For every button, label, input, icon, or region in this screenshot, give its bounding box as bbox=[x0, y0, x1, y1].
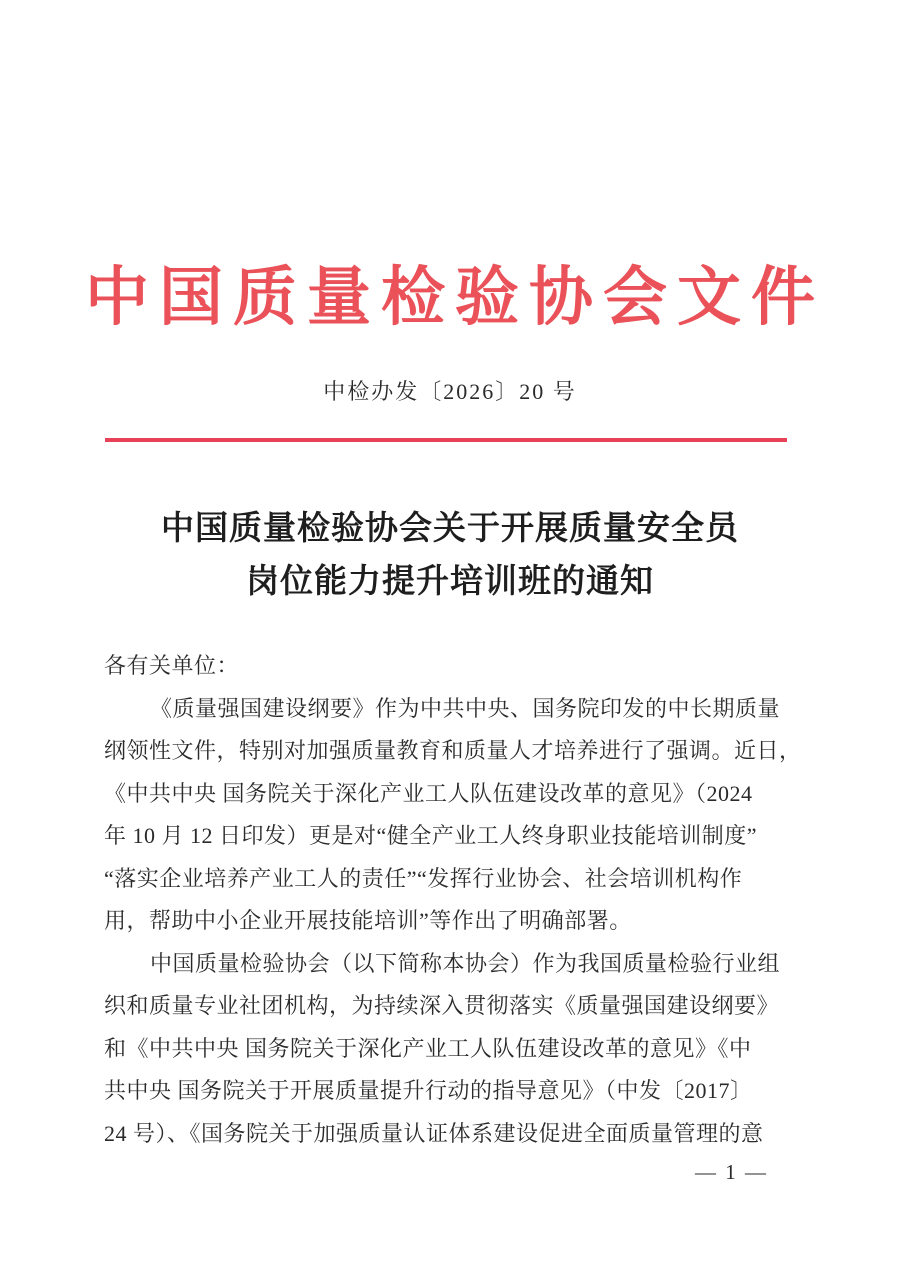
body-line: 共中央 国务院关于开展质量提升行动的指导意见》（中发〔2017〕 bbox=[104, 1078, 753, 1103]
body-line: “落实企业培养产业工人的责任”“发挥行业协会、社会培训机构作 bbox=[104, 865, 743, 891]
body-salutation: 各有关单位： bbox=[104, 653, 240, 678]
body-line: 年 10 月 12 日印发）更是对“健全产业工人终身职业技能培训制度” bbox=[104, 823, 758, 848]
document-title-line1: 中国质量检验协会关于开展质量安全员 bbox=[161, 511, 739, 547]
body-line: 中国质量检验协会（以下简称本协会）作为我国质量检验行业组 bbox=[150, 950, 781, 976]
red-divider-line bbox=[105, 438, 787, 442]
body-line: 《中共中央 国务院关于深化产业工人队伍建设改革的意见》（2024 bbox=[104, 780, 753, 806]
page-number: — 1 — bbox=[695, 1160, 768, 1184]
body-line: 和《中共中央 国务院关于深化产业工人队伍建设改革的意见》《中 bbox=[104, 1035, 752, 1061]
body-line: 24 号）、《国务院关于加强质量认证体系建设促进全面质量管理的意 bbox=[104, 1120, 764, 1146]
body-line: 织和质量专业社团机构，为持续深入贯彻落实《质量强国建设纲要》 bbox=[104, 993, 780, 1018]
document-body bbox=[104, 645, 804, 1155]
document-number: 中检办发〔2026〕20 号 bbox=[323, 379, 577, 404]
body-line: 《质量强国建设纲要》作为中共中央、国务院印发的中长期质量 bbox=[150, 695, 781, 721]
body-line: 用，帮助中小企业开展技能培训”等作出了明确部署。 bbox=[104, 908, 632, 933]
document-title bbox=[0, 503, 900, 609]
document-title-line2: 岗位能力提升培训班的通知 bbox=[246, 564, 654, 600]
body-line: 纲领性文件，特别对加强质量教育和质量人才培养进行了强调。近日， bbox=[104, 738, 802, 763]
document-header-title: 中国质量检验协会文件 bbox=[85, 262, 825, 333]
